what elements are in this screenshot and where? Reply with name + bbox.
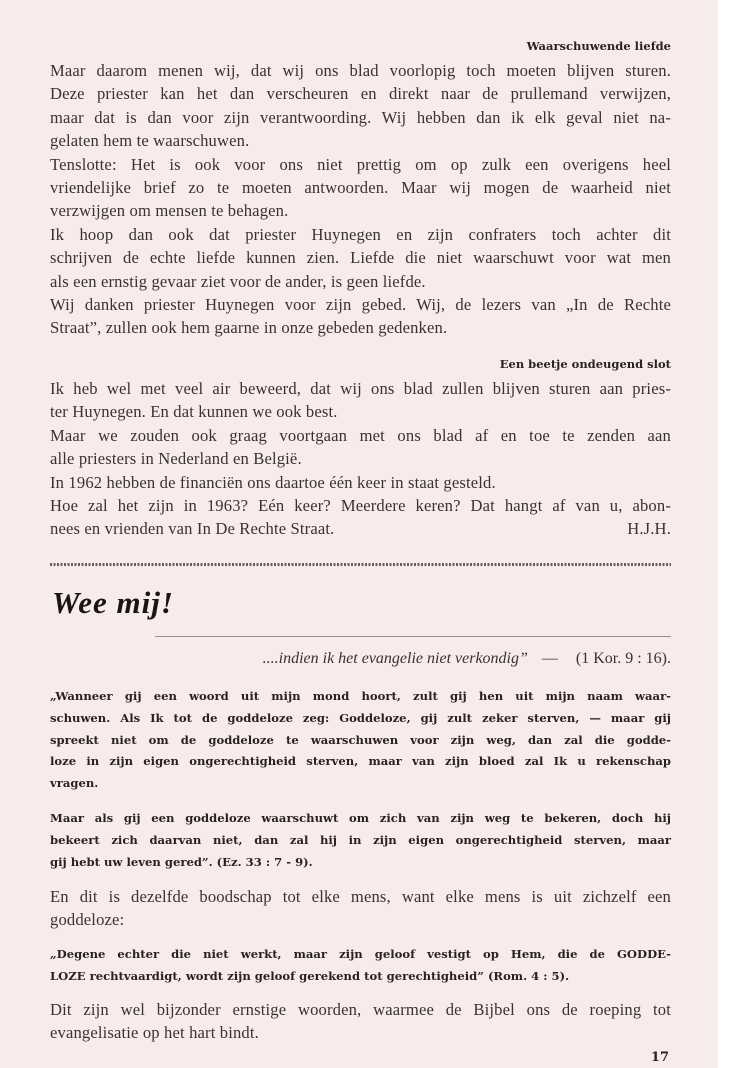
paragraph <box>50 885 671 932</box>
text-line <box>50 773 671 795</box>
line-text: LOZE rechtvaardigt, wordt zijn geloof gerekend tot gerechtigheid” (Rom. 4 : 5). <box>50 968 570 983</box>
body-paragraph <box>50 885 671 932</box>
line-text: gij hebt uw leven gered”. (Ez. 33 : 7 - 9). <box>50 854 313 869</box>
text-line <box>50 82 671 105</box>
text-line <box>50 447 671 470</box>
running-heading: Waarschuwende liefde <box>526 39 671 53</box>
text-line <box>50 1021 671 1044</box>
paragraph <box>50 424 671 471</box>
text-line <box>50 852 671 874</box>
quote-romans <box>50 944 671 988</box>
line-text: En dit is dezelfde boodschap tot elke mens, want elke mens is uit zichzelf een <box>50 887 671 906</box>
line-text: Ik hoop dan ook dat priester Huynegen en zijn confraters toch achter dit <box>50 224 671 244</box>
text-line <box>50 686 671 708</box>
text-line <box>50 885 671 908</box>
line-text: Deze priester kan het dan verscheuren en direkt naar de prullemand verwijzen, <box>50 84 671 104</box>
text-line <box>50 494 671 517</box>
line-text: „Wanneer gij een woord uit mijn mond hoort, zult gij hen uit mijn naam waar- <box>50 689 671 703</box>
text-line <box>50 966 671 988</box>
section-heading: Een beetje ondeugend slot <box>499 357 671 371</box>
line-text: loze in zijn eigen ongerechtigheid sterven, maar van zijn bloed zal Ik u rekenschap <box>50 754 671 769</box>
title-rule <box>155 636 671 637</box>
paragraph <box>50 998 671 1045</box>
line-text: spreekt niet om de goddeloze te waarschuwen voor zijn weg, dan zal die godde- <box>50 732 671 747</box>
text-line <box>50 908 671 931</box>
line-text: ter Huynegen. En dat kunnen we ook best. <box>50 402 338 422</box>
text-line <box>50 830 671 852</box>
line-text: vriendelijke brief zo te moeten antwoorden. Maar wij mogen de waarheid niet <box>50 178 671 198</box>
text-line <box>50 223 671 246</box>
epigraph-dash: — <box>541 650 558 667</box>
text-line <box>50 199 671 222</box>
section-ondeugend-slot <box>50 377 671 541</box>
paragraph <box>50 808 671 873</box>
line-text: goddeloze: <box>50 910 125 930</box>
paragraph <box>50 223 671 293</box>
text-line <box>50 517 671 540</box>
text-line <box>50 730 671 752</box>
text-line <box>50 377 671 400</box>
text-line <box>50 270 671 293</box>
line-text: alle priesters in Nederland en België. <box>50 449 302 469</box>
line-text: Dit zijn wel bijzonder ernstige woorden, waarmee de Bijbel ons de roeping tot <box>50 1000 671 1019</box>
text-line <box>50 246 671 269</box>
text-line <box>50 153 671 176</box>
epigraph <box>263 650 671 668</box>
line-text: Tenslotte: Het is ook voor ons niet prettig om op zulk een overigens heel <box>50 154 671 174</box>
text-line <box>50 998 671 1021</box>
line-text: Maar daarom menen wij, dat wij ons blad voorlopig toch moeten blijven sturen. <box>50 61 671 80</box>
article-title: Wee mij! <box>52 585 174 620</box>
line-text: Ik heb wel met veel air beweerd, dat wij ons blad zullen blijven sturen aan pries- <box>50 379 671 398</box>
line-text: Maar als gij een goddeloze waarschuwt om zich van zijn weg te bekeren, doch hij <box>50 810 671 825</box>
line-text: schrijven de echte liefde kunnen zien. Liefde die niet waarschuwt voor wat men <box>50 248 671 268</box>
text-line <box>50 471 671 494</box>
paragraph <box>50 377 671 424</box>
text-line <box>50 316 671 339</box>
text-line <box>50 106 671 129</box>
text-line <box>50 751 671 773</box>
line-text: gelaten hem te waarschuwen. <box>50 131 250 151</box>
text-line <box>50 176 671 199</box>
line-text: In 1962 hebben de financiën ons daartoe één keer in staat gesteld. <box>50 472 496 492</box>
line-text: verzwijgen om mensen te behagen. <box>50 201 289 221</box>
paragraph <box>50 293 671 340</box>
text-line <box>50 400 671 423</box>
epigraph-reference: (1 Kor. 9 : 16). <box>575 650 671 667</box>
line-text: vragen. <box>50 776 99 791</box>
paragraph <box>50 944 671 988</box>
line-text: evangelisatie op het hart bindt. <box>50 1023 259 1043</box>
paragraph <box>50 494 671 541</box>
page-number: 17 <box>650 1050 669 1065</box>
line-text: Hoe zal het zijn in 1963? Eén keer? Meerdere keren? Dat hangt af van u, abon- <box>50 496 671 516</box>
paragraph <box>50 153 671 223</box>
wavy-divider <box>50 563 671 566</box>
line-text: nees en vrienden van In De Rechte Straat. <box>50 519 335 539</box>
author-signature: H.J.H. <box>627 519 671 539</box>
line-text: Straat”, zullen ook hem gaarne in onze gebeden gedenken. <box>50 318 448 338</box>
line-text: bekeert zich daarvan niet, dan zal hij in zijn eigen ongerechtigheid sterven, maar <box>50 832 671 847</box>
text-line <box>50 808 671 830</box>
body-paragraph-closing <box>50 998 671 1045</box>
paragraph <box>50 686 671 795</box>
text-line <box>50 293 671 316</box>
paragraph <box>50 59 671 153</box>
text-line <box>50 424 671 447</box>
quote-ezekiel <box>50 686 671 873</box>
line-text: „Degene echter die niet werkt, maar zijn geloof vestigt op Hem, die de GODDE- <box>50 947 671 961</box>
text-line <box>50 708 671 730</box>
text-line <box>50 129 671 152</box>
text-line <box>50 944 671 966</box>
paragraph <box>50 471 671 494</box>
line-text: maar dat is dan voor zijn verantwoording. Wij hebben dan ik elk geval niet na- <box>50 107 671 127</box>
line-text: als een ernstig gevaar ziet voor de ander, is geen liefde. <box>50 271 426 291</box>
text-line <box>50 59 671 82</box>
line-text: Maar we zouden ook graag voortgaan met ons blad af en toe te zenden aan <box>50 425 671 445</box>
line-text: Wij danken priester Huynegen voor zijn gebed. Wij, de lezers van „In de Rechte <box>50 295 671 315</box>
line-text: schuwen. Als Ik tot de goddeloze zeg: Goddeloze, gij zult zeker sterven, — maar gij <box>50 710 671 725</box>
section-waarschuwende-liefde <box>50 59 671 340</box>
epigraph-text: ....indien ik het evangelie niet verkondig” <box>262 650 528 667</box>
